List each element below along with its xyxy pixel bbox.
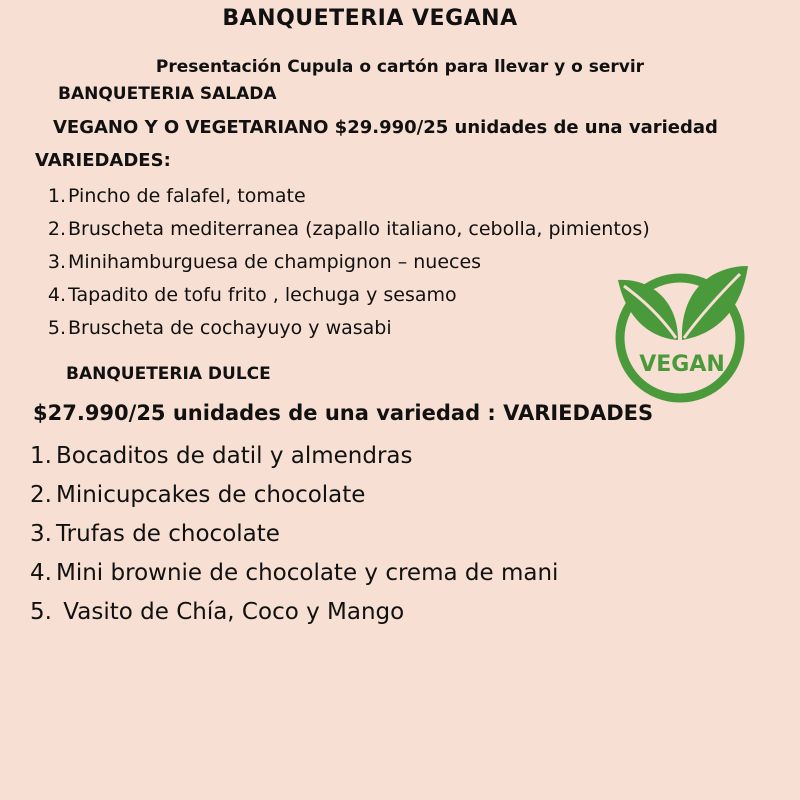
- item-number: 5.: [47, 317, 66, 339]
- item-text: Vasito de Chía, Coco y Mango: [56, 599, 405, 625]
- item-number: 1.: [47, 185, 66, 207]
- item-number: 3.: [30, 521, 52, 547]
- item-number: 2.: [47, 218, 66, 240]
- salada-variedades-label: VARIEDADES:: [35, 150, 171, 171]
- item-text: Bruscheta mediterranea (zapallo italiano, cebolla, pimientos): [68, 218, 650, 240]
- list-item: [40, 312, 650, 345]
- salada-list: [40, 180, 650, 345]
- item-text: Mini brownie de chocolate y crema de mani: [56, 560, 559, 586]
- item-text: Minicupcakes de chocolate: [56, 482, 366, 508]
- list-item: [30, 515, 558, 554]
- dulce-price-line: $27.990/25 unidades de una variedad : VARIEDADES: [33, 401, 654, 425]
- item-number: 4.: [30, 560, 52, 586]
- item-text: Trufas de chocolate: [56, 521, 280, 547]
- item-number: 1.: [30, 443, 52, 469]
- item-number: 5.: [30, 599, 52, 625]
- list-item: [30, 476, 558, 515]
- page-title: BANQUETERIA VEGANA: [222, 6, 518, 31]
- dulce-heading: BANQUETERIA DULCE: [66, 364, 271, 384]
- item-text: Bruscheta de cochayuyo y wasabi: [68, 317, 392, 339]
- item-text: Tapadito de tofu frito , lechuga y sesamo: [68, 284, 457, 306]
- list-item: [40, 279, 650, 312]
- vegan-leaves-icon: [610, 258, 760, 408]
- list-item: [30, 554, 558, 593]
- list-item: [40, 180, 650, 213]
- vegan-logo-text: VEGAN: [639, 352, 725, 377]
- list-item: [40, 246, 650, 279]
- salada-price-line: VEGANO Y O VEGETARIANO $29.990/25 unidades de una variedad: [53, 117, 718, 138]
- item-text: Bocaditos de datil y almendras: [56, 443, 413, 469]
- list-item: [30, 593, 558, 632]
- item-number: 3.: [47, 251, 66, 273]
- salada-heading: BANQUETERIA SALADA: [58, 84, 277, 104]
- presentation-note: Presentación Cupula o cartón para llevar y o servir: [155, 57, 645, 77]
- list-item: [30, 437, 558, 476]
- item-number: 4.: [47, 284, 66, 306]
- dulce-list: [30, 437, 558, 632]
- list-item: [40, 213, 650, 246]
- item-number: 2.: [30, 482, 52, 508]
- item-text: Pincho de falafel, tomate: [68, 185, 306, 207]
- item-text: Minihamburguesa de champignon – nueces: [68, 251, 482, 273]
